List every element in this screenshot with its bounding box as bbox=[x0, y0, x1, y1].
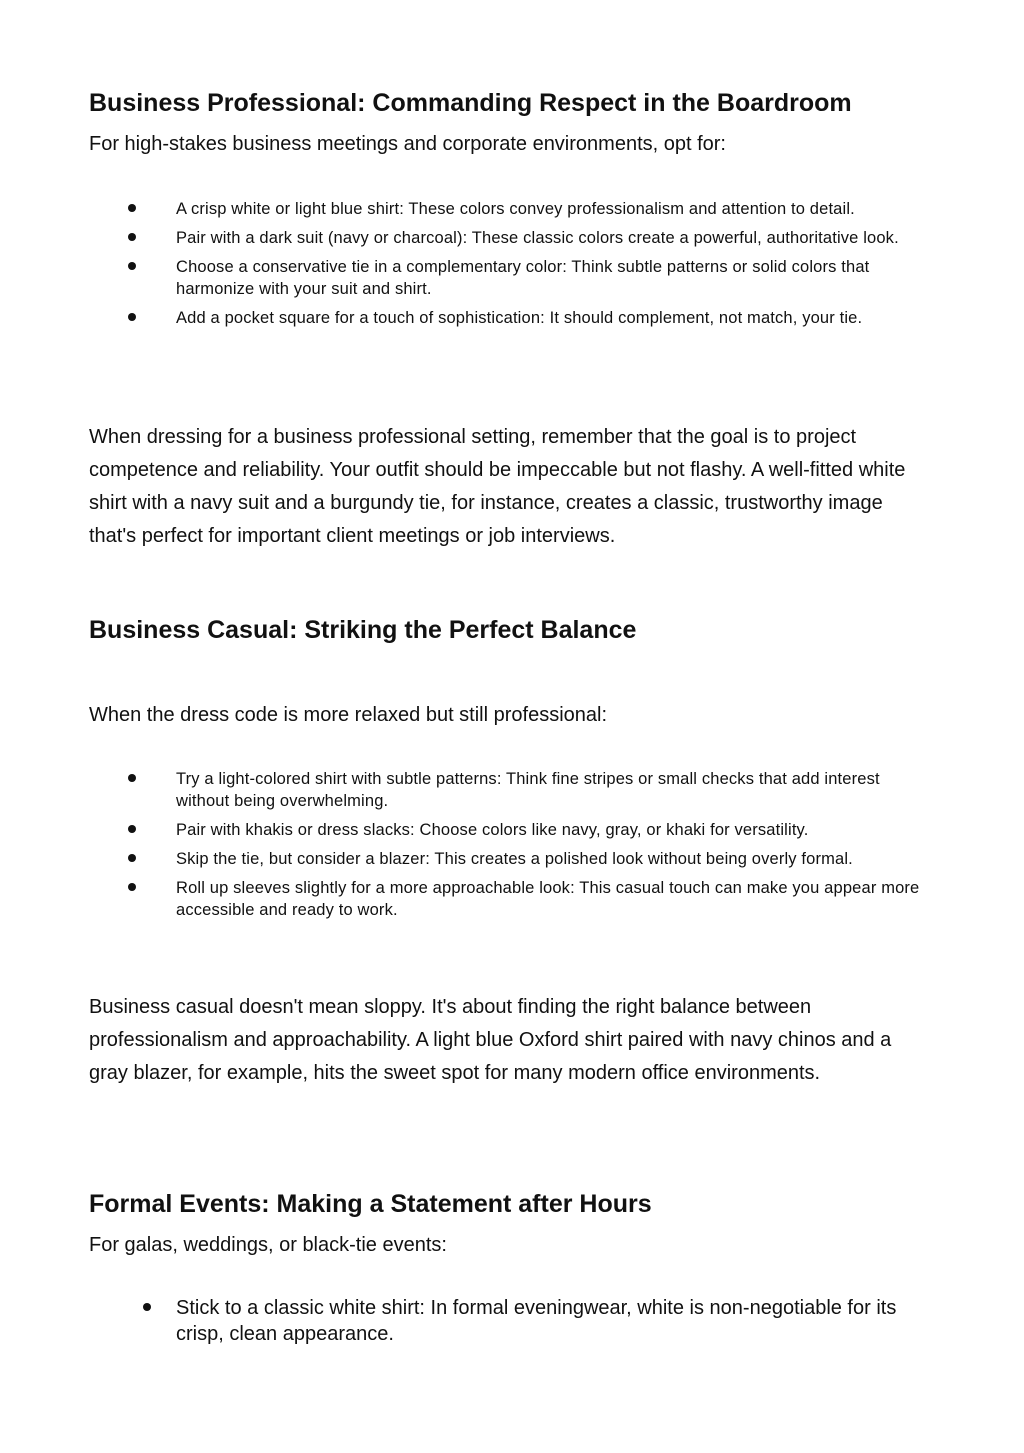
bullet-icon bbox=[128, 198, 140, 220]
section-intro: For high-stakes business meetings and corporate environments, opt for: bbox=[89, 133, 726, 155]
bullet-icon bbox=[128, 768, 140, 790]
section-heading-formal-events: Formal Events: Making a Statement after Hours bbox=[89, 1190, 652, 1218]
list-item: A crisp white or light blue shirt: These colors convey professionalism and attention to detail. bbox=[0, 198, 1024, 220]
bullet-list bbox=[0, 1295, 1024, 1354]
list-item: Pair with khakis or dress slacks: Choose colors like navy, gray, or khaki for versatility. bbox=[0, 819, 1024, 841]
bullet-icon bbox=[128, 256, 140, 278]
bullet-icon bbox=[128, 877, 140, 899]
bullet-list bbox=[0, 198, 1024, 336]
section-intro: When the dress code is more relaxed but still professional: bbox=[89, 704, 608, 726]
bullet-icon bbox=[128, 819, 140, 841]
bullet-icon bbox=[128, 307, 140, 329]
section-heading-business-casual: Business Casual: Striking the Perfect Balance bbox=[89, 616, 637, 644]
list-item: Try a light-colored shirt with subtle patterns: Think fine stripes or small checks that add interest without being overwhelming. bbox=[0, 768, 1024, 812]
bullet-icon bbox=[128, 227, 140, 249]
body-paragraph: Business casual doesn't mean sloppy. It's about finding the right balance between professionalism and approachability. A light blue Oxford shirt paired with navy chinos and a gray blazer, for example, hits the sweet spot for many modern office environments. bbox=[89, 996, 892, 1084]
list-item: Skip the tie, but consider a blazer: This creates a polished look without being overly formal. bbox=[0, 848, 1024, 870]
list-item: Choose a conservative tie in a complementary color: Think subtle patterns or solid colors that harmonize with your suit and shirt. bbox=[0, 256, 1024, 300]
bullet-icon bbox=[143, 1295, 155, 1321]
body-paragraph: When dressing for a business professional setting, remember that the goal is to project competence and reliability. Your outfit should be impeccable but not flashy. A well-fitted white shirt with a navy suit and a burgundy tie, for instance, creates a classic, trustworthy image that's perfect for important client meetings or job interviews. bbox=[89, 426, 906, 547]
bullet-icon bbox=[128, 848, 140, 870]
list-item: Add a pocket square for a touch of sophistication: It should complement, not match, your tie. bbox=[0, 307, 1024, 329]
section-intro: For galas, weddings, or black-tie events: bbox=[89, 1234, 447, 1256]
list-item: Roll up sleeves slightly for a more approachable look: This casual touch can make you appear more accessible and ready to work. bbox=[0, 877, 1024, 921]
list-item: Stick to a classic white shirt: In formal eveningwear, white is non-negotiable for its crisp, clean appearance. bbox=[0, 1295, 1024, 1347]
bullet-list bbox=[0, 768, 1024, 928]
list-item: Pair with a dark suit (navy or charcoal): These classic colors create a powerful, authoritative look. bbox=[0, 227, 1024, 249]
section-heading-business-professional: Business Professional: Commanding Respect in the Boardroom bbox=[89, 89, 852, 117]
